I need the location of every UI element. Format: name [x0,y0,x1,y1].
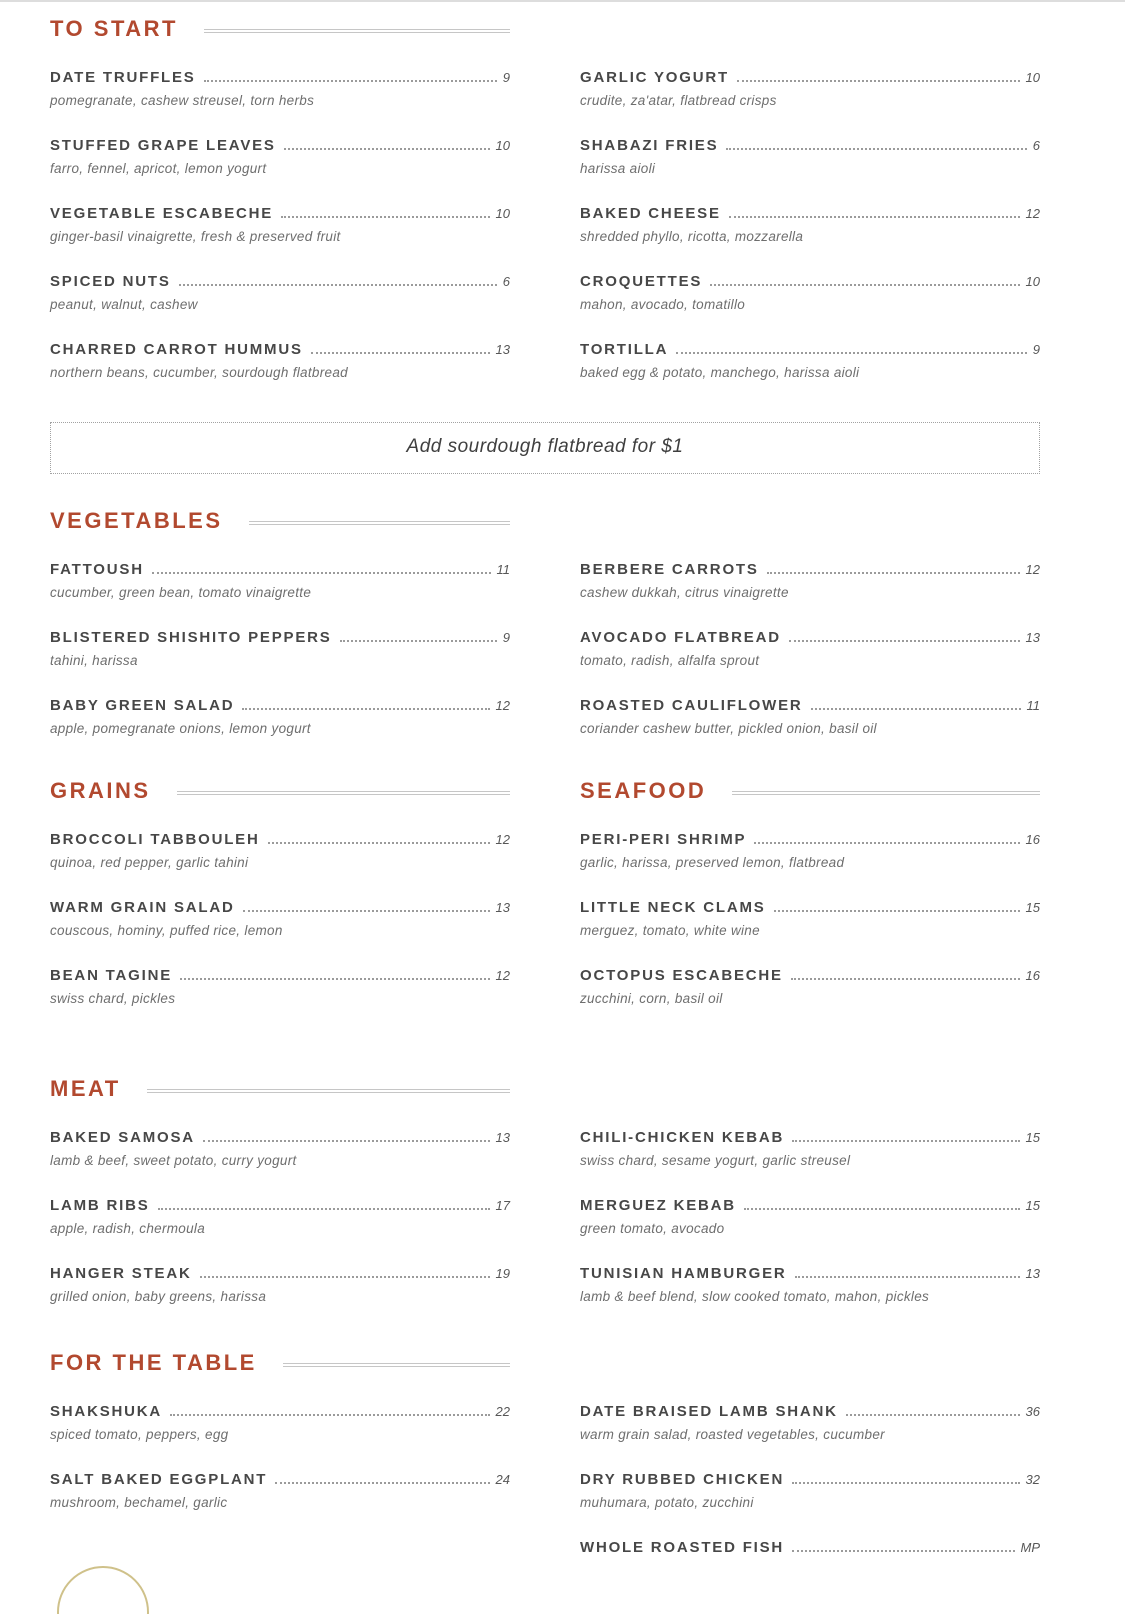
item-description: farro, fennel, apricot, lemon yogurt [50,161,267,176]
item-name: BLISTERED SHISHITO PEPPERS [50,629,332,646]
item-price: 12 [495,698,510,713]
dotted-leader [243,910,490,912]
item-name: DATE TRUFFLES [50,69,196,86]
dotted-leader [152,572,491,574]
item-name: SHAKSHUKA [50,1403,163,1420]
menu-column [580,68,1040,408]
menu-item-line [580,340,1040,360]
item-name: DATE BRAISED LAMB SHANK [580,1403,838,1420]
item-name: BERBERE CARROTS [580,561,759,578]
menu-item-line [50,1402,510,1422]
section-title: VEGETABLES [50,508,223,533]
menu-item-line [580,560,1040,580]
dotted-leader [744,1208,1020,1210]
item-description: garlic, harissa, preserved lemon, flatbread [580,855,845,870]
dotted-leader [791,978,1020,980]
section-title: GRAINS [50,778,151,803]
menu-item [50,1128,510,1170]
menu-item-line [50,136,510,156]
item-name: VEGETABLE ESCABECHE [50,205,274,222]
menu-item-line [50,272,510,292]
item-name: SHABAZI FRIES [580,137,719,154]
dotted-leader [726,148,1026,150]
dotted-leader [792,1550,1014,1552]
menu-item [50,68,510,110]
menu-item-line [580,1128,1040,1148]
item-description: peanut, walnut, cashew [50,297,198,312]
item-price: 12 [495,832,510,847]
item-price: 10 [1025,274,1040,289]
item-description: baked egg & potato, manchego, harissa aioli [580,365,860,380]
menu-column [580,830,1040,1034]
dotted-leader [284,148,490,150]
item-description: couscous, hominy, puffed rice, lemon [50,923,283,938]
menu-item [50,696,510,738]
menu-item [580,966,1040,1008]
menu-column [580,560,1040,764]
section-header-grains [50,778,510,804]
item-description: cucumber, green bean, tomato vinaigrette [50,585,312,600]
dotted-leader [180,978,490,980]
menu-item-line [580,1402,1040,1422]
dotted-leader [795,1276,1020,1278]
item-name: SPICED NUTS [50,273,171,290]
item-name: BEAN TAGINE [50,967,173,984]
menu-item-line [580,204,1040,224]
item-name: HANGER STEAK [50,1265,192,1282]
menu-item-line [580,1538,1040,1558]
menu-item-line [50,830,510,850]
menu-column [50,68,510,408]
menu-item-line [580,68,1040,88]
dotted-leader [204,80,497,82]
item-price: 13 [495,342,510,357]
menu-item-line [580,272,1040,292]
item-price: 13 [1025,1266,1040,1281]
item-description: green tomato, avocado [580,1221,725,1236]
item-price: 9 [1032,342,1040,357]
dotted-leader [281,216,489,218]
menu-item [50,136,510,178]
menu-item [50,272,510,314]
section-header-meat [50,1076,510,1102]
menu-column [50,560,510,764]
item-description: mahon, avocado, tomatillo [580,297,746,312]
menu-item [580,1402,1040,1444]
item-price: 16 [1025,832,1040,847]
item-price: 15 [1025,1130,1040,1145]
section-seafood [580,778,1040,1034]
dotted-leader [179,284,497,286]
item-name: PERI-PERI SHRIMP [580,831,747,848]
menu-item [50,1196,510,1238]
menu-column [580,1128,1040,1332]
item-description: swiss chard, pickles [50,991,176,1006]
item-description: grilled onion, baby greens, harissa [50,1289,267,1304]
menu-item [50,1470,510,1512]
menu-item-line [50,1264,510,1284]
item-price: 6 [502,274,510,289]
dotted-leader [737,80,1020,82]
menu-item [50,1402,510,1444]
menu-item-line [580,696,1040,716]
item-description: tomato, radish, alfalfa sprout [580,653,760,668]
dotted-leader [767,572,1020,574]
dotted-leader [811,708,1021,710]
item-name: SALT BAKED EGGPLANT [50,1471,268,1488]
section-title: TO START [50,16,178,41]
menu-item [580,898,1040,940]
section-header-to-start [50,16,510,42]
item-description: spiced tomato, peppers, egg [50,1427,229,1442]
menu-item [50,830,510,872]
menu-item [580,272,1040,314]
menu-item [580,1196,1040,1238]
menu-item-line [50,966,510,986]
item-description: ginger-basil vinaigrette, fresh & preserved fruit [50,229,341,244]
dotted-leader [170,1414,489,1416]
page-top-rule [0,0,1125,2]
item-price: 13 [495,900,510,915]
menu-item [50,628,510,670]
dotted-leader [710,284,1019,286]
dotted-leader [275,1482,489,1484]
section-title: SEAFOOD [580,778,707,803]
item-description: zucchini, corn, basil oil [580,991,723,1006]
menu-item [580,136,1040,178]
item-price: 12 [495,968,510,983]
dotted-leader [242,708,489,710]
dotted-leader [311,352,490,354]
section-meat [50,1076,1040,1332]
item-price: 15 [1025,1198,1040,1213]
menu-item [580,830,1040,872]
menu-item [50,340,510,382]
dotted-leader [268,842,490,844]
menu-item-line [50,898,510,918]
menu-item [580,1128,1040,1170]
section-rule [147,1089,510,1093]
item-description: merguez, tomato, white wine [580,923,760,938]
item-name: BROCCOLI TABBOULEH [50,831,260,848]
section-vegetables [50,508,1040,764]
menu-item-line [50,560,510,580]
menu-item-line [580,1264,1040,1284]
menu-item [580,696,1040,738]
item-price: 17 [495,1198,510,1213]
item-price: 10 [495,138,510,153]
menu-item [580,560,1040,602]
dotted-leader [846,1414,1020,1416]
menu-item [50,898,510,940]
item-name: LITTLE NECK CLAMS [580,899,766,916]
item-name: LAMB RIBS [50,1197,150,1214]
menu-item [580,68,1040,110]
dotted-leader [200,1276,490,1278]
menu-item-line [50,204,510,224]
menu-item-line [580,898,1040,918]
section-columns [50,68,1040,408]
menu-item [580,204,1040,246]
menu-column [50,1128,510,1332]
item-name: OCTOPUS ESCABECHE [580,967,783,984]
menu-item-line [50,1128,510,1148]
dotted-leader [729,216,1020,218]
section-columns [50,560,1040,764]
item-name: DRY RUBBED CHICKEN [580,1471,785,1488]
menu-item-line [580,136,1040,156]
menu-item-line [580,830,1040,850]
item-name: GARLIC YOGURT [580,69,729,86]
menu-item [50,560,510,602]
item-name: BAKED CHEESE [580,205,721,222]
menu-item [50,1264,510,1306]
section-to-start [50,16,1040,408]
item-price: 10 [495,206,510,221]
item-price: 10 [1025,70,1040,85]
grains-seafood-row [50,778,1040,1048]
dotted-leader [676,352,1026,354]
item-price: 13 [495,1130,510,1145]
item-description: pomegranate, cashew streusel, torn herbs [50,93,315,108]
item-price: 9 [502,630,510,645]
item-price: 6 [1032,138,1040,153]
item-price: 19 [495,1266,510,1281]
menu-item [580,1264,1040,1306]
item-name: AVOCADO FLATBREAD [580,629,781,646]
section-rule [732,791,1040,795]
item-name: TORTILLA [580,341,669,358]
menu-item [50,966,510,1008]
menu-item-line [50,628,510,648]
section-columns [50,1402,1040,1584]
menu-item [580,340,1040,382]
section-header-for-the-table [50,1350,510,1376]
item-name: STUFFED GRAPE LEAVES [50,137,276,154]
section-columns [580,830,1040,1034]
item-description: coriander cashew butter, pickled onion, basil oil [580,721,877,736]
dotted-leader [774,910,1020,912]
item-name: BABY GREEN SALAD [50,697,235,714]
section-title: FOR THE TABLE [50,1350,257,1375]
menu-item-line [580,628,1040,648]
item-description: lamb & beef blend, slow cooked tomato, mahon, pickles [580,1289,930,1304]
item-price: 11 [1026,698,1040,713]
item-description: harissa aioli [580,161,656,176]
item-price: 36 [1025,1404,1040,1419]
section-columns [50,830,510,1034]
item-name: CHARRED CARROT HUMMUS [50,341,303,358]
menu-item-line [580,966,1040,986]
item-name: WHOLE ROASTED FISH [580,1539,785,1556]
item-name: TUNISIAN HAMBURGER [580,1265,787,1282]
item-price: 16 [1025,968,1040,983]
menu-column [580,1402,1040,1584]
section-for-the-table [50,1350,1040,1584]
item-description: muhumara, potato, zucchini [580,1495,754,1510]
section-rule [249,521,510,525]
menu-item-line [50,68,510,88]
flatbread-banner [50,422,1040,474]
menu-item [580,1538,1040,1558]
section-rule [204,29,510,33]
item-description: crudite, za'atar, flatbread crisps [580,93,777,108]
item-name: CROQUETTES [580,273,703,290]
menu-item-line [50,340,510,360]
item-description: apple, pomegranate onions, lemon yogurt [50,721,311,736]
dotted-leader [158,1208,490,1210]
item-description: quinoa, red pepper, garlic tahini [50,855,249,870]
section-rule [177,791,510,795]
item-price: 11 [496,562,510,577]
item-name: MERGUEZ KEBAB [580,1197,736,1214]
menu-item-line [580,1196,1040,1216]
item-price: 12 [1025,206,1040,221]
section-rule [283,1363,510,1367]
item-description: swiss chard, sesame yogurt, garlic streusel [580,1153,851,1168]
banner-text: Add sourdough flatbread for $1 [406,436,684,457]
item-description: apple, radish, chermoula [50,1221,206,1236]
item-price: 12 [1025,562,1040,577]
item-name: BAKED SAMOSA [50,1129,195,1146]
item-price: 15 [1025,900,1040,915]
menu-item-line [50,1470,510,1490]
dotted-leader [792,1140,1019,1142]
item-price: MP [1020,1540,1040,1555]
item-price: 32 [1025,1472,1040,1487]
item-name: ROASTED CAULIFLOWER [580,697,803,714]
item-description: tahini, harissa [50,653,138,668]
section-header-seafood [580,778,1040,804]
menu-item-line [50,1196,510,1216]
menu-item [580,628,1040,670]
menu-item [50,204,510,246]
section-title: MEAT [50,1076,121,1101]
section-columns [50,1128,1040,1332]
menu-column [50,830,510,1034]
dotted-leader [792,1482,1019,1484]
dotted-leader [340,640,497,642]
dotted-leader [203,1140,490,1142]
item-price: 22 [495,1404,510,1419]
item-name: CHILI-CHICKEN KEBAB [580,1129,785,1146]
menu-item [580,1470,1040,1512]
item-price: 24 [495,1472,510,1487]
section-header-vegetables [50,508,510,534]
section-grains [50,778,510,1034]
item-description: lamb & beef, sweet potato, curry yogurt [50,1153,297,1168]
item-description: mushroom, bechamel, garlic [50,1495,228,1510]
item-description: warm grain salad, roasted vegetables, cucumber [580,1427,885,1442]
item-description: cashew dukkah, citrus vinaigrette [580,585,789,600]
item-price: 13 [1025,630,1040,645]
item-name: WARM GRAIN SALAD [50,899,235,916]
item-description: northern beans, cucumber, sourdough flatbread [50,365,348,380]
menu-item-line [580,1470,1040,1490]
item-price: 9 [502,70,510,85]
item-name: FATTOUSH [50,561,144,578]
item-description: shredded phyllo, ricotta, mozzarella [580,229,804,244]
menu-column [50,1402,510,1584]
dotted-leader [789,640,1020,642]
menu-item-line [50,696,510,716]
dotted-leader [754,842,1019,844]
